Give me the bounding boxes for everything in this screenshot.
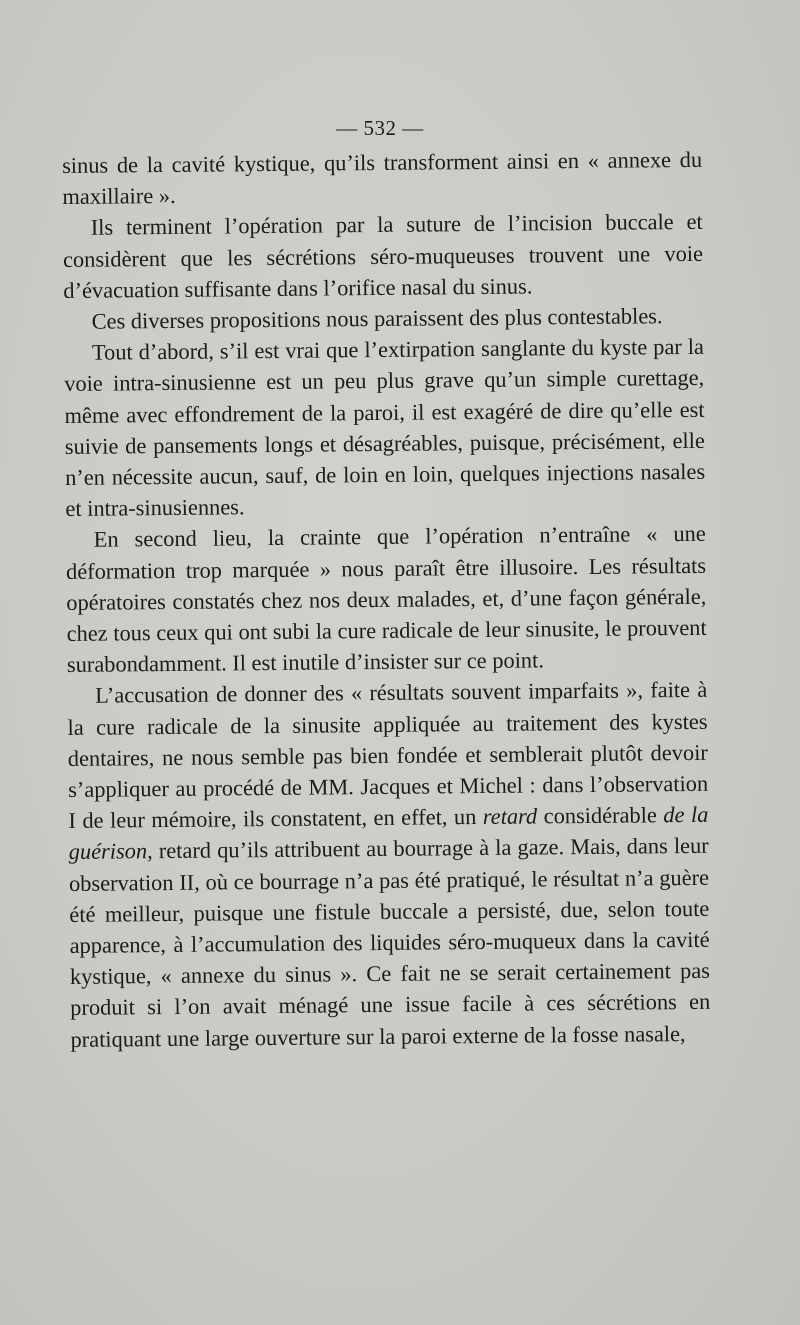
page-number: — 532 — — [336, 116, 424, 140]
text-run: retard qu’ils attribuent au bourrage à la gaze. Mais, dans leur observation II, où ce bourrage n’a pas été pratiqué, le résultat n’a guère été meilleur, puisque une fistule buccale a persisté, due, selon toute apparence, à l’accumulation des liquides séro-muqueux dans la cavité kystique, « annexe du sinus ». Ce fait ne se serait certainement pas produit si l’on avait ménagé une issue facile à ces sécrétions en pratiquant une large ouverture sur la paroi externe de la fosse nasale, — [68, 833, 711, 1052]
paragraph-2 — [63, 206, 704, 306]
paragraph-4 — [64, 331, 706, 524]
paragraph-1 — [62, 144, 703, 213]
text-run: considérable — [537, 802, 664, 829]
text-run: En second lieu, la crainte que l’opération n’entraîne « une déformation trop marquée » nous paraît être illusoire. Les résultats opératoires constatés chez nos deux malades, et, d’une façon générale, chez tous ceux qui ont subi la cure radicale de leur sinusite, le prouvent surabondamment. Il est inutile d’insister sur ce point. — [65, 521, 707, 678]
text-run: sinus de la cavité kystique, qu’ils transforment ainsi en « annexe du maxillaire ». — [62, 146, 703, 210]
italic-run: retard — [482, 803, 538, 830]
text-run: Ils terminent l’opération par la suture de l’incision buccale et considèrent que les sécrétions séro-muqueuses trouvent une voie d’évacuation suffisante dans l’orifice nasal du sinus. — [62, 209, 704, 303]
text-run: Ces diverses propositions nous paraissent des plus contestables. — [91, 303, 663, 334]
paragraph-6 — [67, 674, 711, 1055]
text-run: Tout d’abord, s’il est vrai que l’extirpation sanglante du kyste par la voie intra-sinusienne est un peu plus grave qu’un simple curettage, même avec effondrement de la paroi, il est exagéré de dire qu’elle est suivie de pansements longs et désagréables, puisque, précisément, elle n’en nécessite aucun, sauf, de loin en loin, quelques injections nasales et intra-sinusiennes. — [64, 334, 706, 522]
body-text — [62, 144, 711, 1055]
text-run: L’accusation de donner des « résultats souvent imparfaits », faite à la cure radicale de la sinusite appliquée au traitement des kystes dentaires, ne nous semble pas bien fondée et semblerait plutôt devoir s’appliquer au procédé de MM. Jacques et Michel : dans l’observation I de leur mémoire, ils constatent, en effet, un — [67, 677, 709, 834]
paragraph-5 — [66, 518, 707, 680]
italic-run: de la guérison, — [68, 802, 709, 865]
